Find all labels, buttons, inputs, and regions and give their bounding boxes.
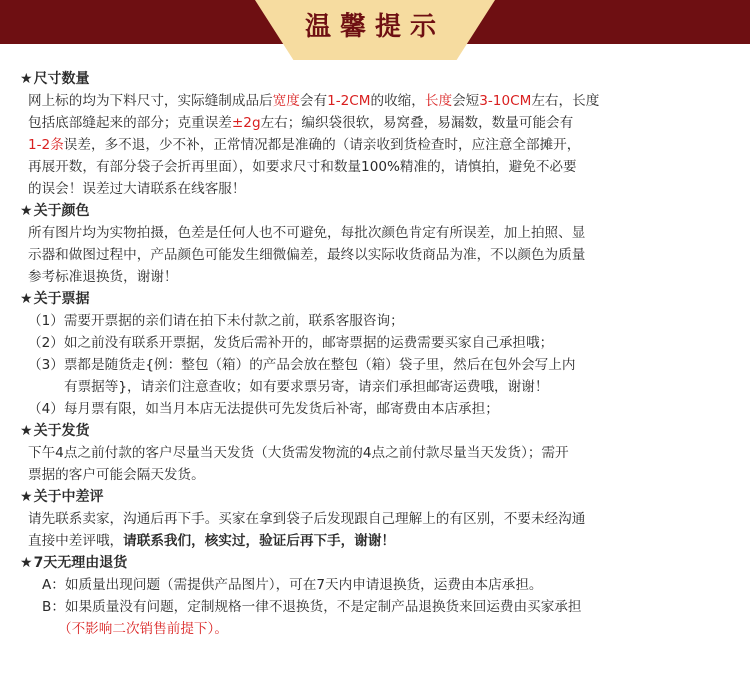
list-item: （4）每月票有限，如当月本店无法提供可先发货后补寄，邮寄费由本店承担； [28, 401, 499, 417]
star-icon: ★ [20, 203, 33, 219]
list-item: B：如果质量没有问题，定制规格一律不退换货，不是定制产品退换货来回运费由买家承担 [42, 599, 582, 615]
list-item: （1）需要开票据的亲们请在拍下未付款之前，联系客服咨询； [28, 313, 404, 329]
notice-content [20, 68, 742, 640]
section-heading-return: ★7天无理由退货 [20, 555, 128, 571]
section-heading-review: ★关于中差评 [20, 489, 104, 505]
list-item: A：如质量出现问题（需提供产品图片），可在7天内申请退换货，运费由本店承担。 [42, 577, 543, 593]
section-heading-size: ★尺寸数量 [20, 71, 90, 87]
section-heading-invoice: ★关于票据 [20, 291, 90, 307]
section-heading-color: ★关于颜色 [20, 203, 90, 219]
section-body-color: 所有图片均为实物拍摄，色差是任何人也不可避免，每批次颜色肯定有所误差，加上拍照、显 示器和做图过程中，产品颜色可能发生细微偏差，最终以实际收货商品为准，不以颜色为质量 参考标准退换货，谢谢！ [28, 225, 586, 285]
section-body-return [20, 574, 742, 640]
list-item-note: （不影响二次销售前提下）。 [58, 621, 228, 637]
star-icon: ★ [20, 291, 33, 307]
star-icon: ★ [20, 555, 33, 571]
list-item: （3）票都是随货走{例：整包（箱）的产品会放在整包（箱）袋子里，然后在包外会写上内 [28, 357, 576, 373]
section-body-size: 网上标的均为下料尺寸，实际缝制成品后宽度会有1-2CM的收缩，长度会短3-10CM左右，长度 包括底部缝起来的部分；克重误差±2g左右；编织袋很软，易窝叠，易漏数，数量可能会有 1-2条误差，多不退，少不补，正常情况都是准确的（请亲收到货检查时，应注意全部摊开， 再展开数，有部分袋子会折再里面），如要求尺寸和数量100%精准的，请慎拍，避免不必要 的误会！误差过大请联系在线客服！ [28, 93, 600, 197]
section-heading-shipping: ★关于发货 [20, 423, 90, 439]
section-body-review: 请先联系卖家，沟通后再下手。买家在拿到袋子后发现跟自己理解上的有区别，不要未经沟通 直接中差评哦，请联系我们，核实过，验证后再下手，谢谢！ [28, 511, 586, 549]
list-item: （2）如之前没有联系开票据，发货后需补开的，邮寄票据的运费需要买家自己承担哦； [28, 335, 554, 351]
section-body-shipping: 下午4点之前付款的客户尽量当天发货（大货需发物流的4点之前付款尽量当天发货）；需开 票据的客户可能会隔天发货。 [28, 445, 569, 483]
page-title: 温馨提示 [304, 12, 445, 42]
section-body-invoice [20, 310, 742, 420]
star-icon: ★ [20, 489, 33, 505]
star-icon: ★ [20, 71, 33, 87]
list-item-continuation: 有票据等}，请亲们注意查收；如有要求票另寄，请亲们承担邮寄运费哦，谢谢！ [64, 379, 549, 395]
star-icon: ★ [20, 423, 33, 439]
